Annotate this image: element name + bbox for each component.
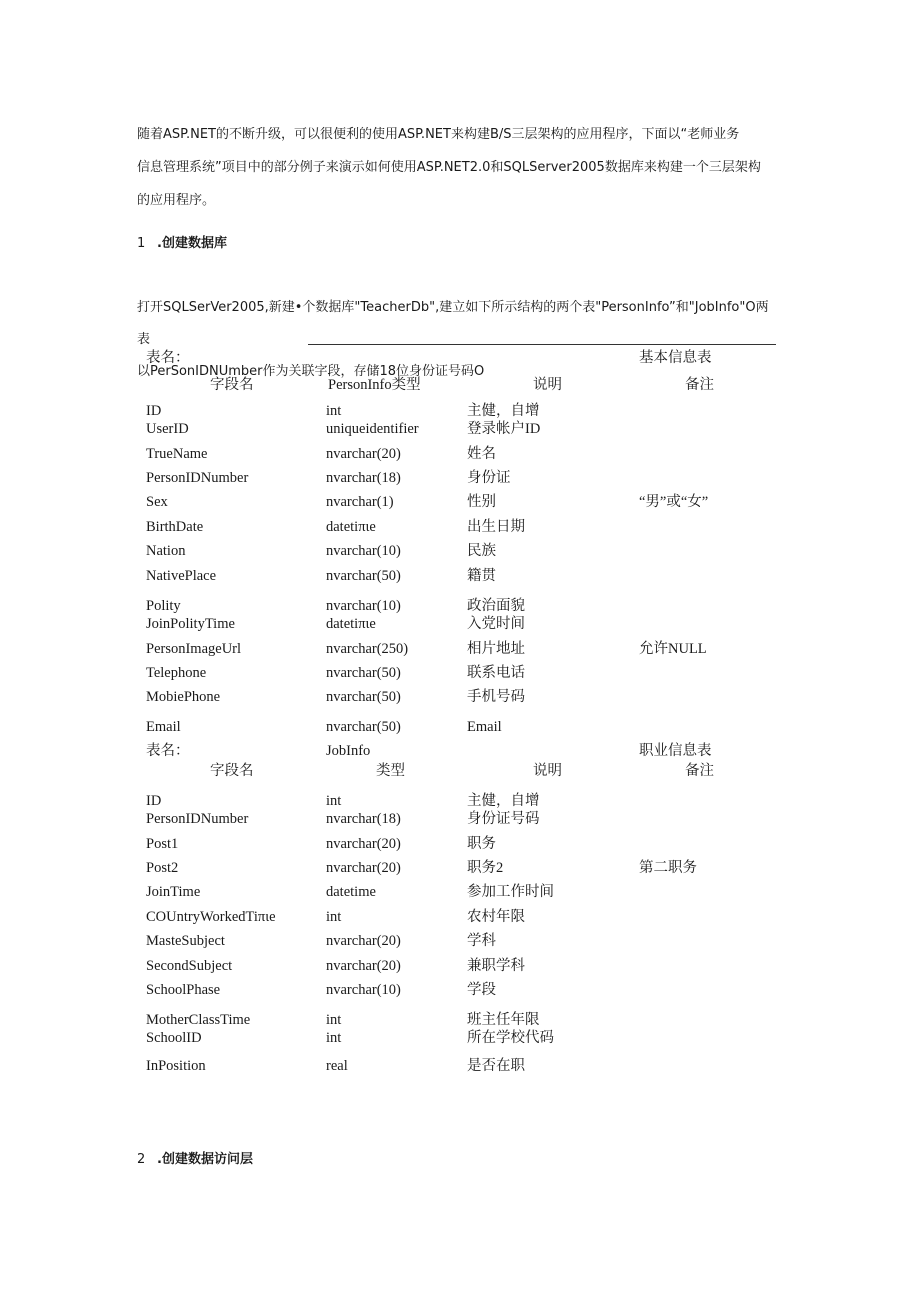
- table1-row-9-desc: 入党时间: [467, 616, 525, 632]
- table2-row-9-field: MotherClassTime: [146, 1012, 251, 1028]
- table2-row-5-type: int: [326, 909, 342, 925]
- table1-row-5-type: datetiπιe: [326, 519, 376, 535]
- table1-row-2-type: nvarchar(20): [326, 446, 401, 462]
- table2-name: JobInfo: [326, 743, 371, 759]
- table1-row-8-field: Polity: [146, 598, 181, 614]
- table2-row-3-field: Post2: [146, 860, 179, 876]
- table2-row-7-type: nvarchar(20): [326, 958, 401, 974]
- table2-row-11-desc: 是否在职: [467, 1058, 525, 1074]
- intro-line-1: 随着ASP.NET的不断升级，可以很便利的使用ASP.NET来构建B/S三层架构的应用程序，下面以“老师业务: [137, 127, 740, 142]
- table2-name-label: 表名：: [146, 743, 190, 759]
- table2-row-7-field: SecondSubject: [146, 958, 233, 974]
- table1-row-10-desc: 相片地址: [467, 641, 525, 657]
- intro-line-2: 信息管理系统”项目中的部分例子来演示如何使用ASP.NET2.0和SQLServer2005数据库来构建一个三层架构: [137, 160, 761, 175]
- table1-row-7-desc: 籍贯: [467, 568, 496, 584]
- table1-row-0-field: ID: [146, 403, 162, 419]
- section-1-number: 1: [137, 236, 146, 251]
- table2-header-desc: 说明: [533, 763, 562, 779]
- table1-header-type: PersonInfo类型: [328, 377, 421, 393]
- table1-row-3-type: nvarchar(18): [326, 470, 401, 486]
- database-paragraph: [137, 292, 777, 388]
- table2-row-2-desc: 职务: [467, 836, 496, 852]
- section-1-title: .创建数据库: [157, 236, 227, 251]
- table2-row-11-type: real: [326, 1058, 348, 1074]
- table2-row-10-type: int: [326, 1030, 342, 1046]
- table1-row-12-field: MobiePhone: [146, 689, 221, 705]
- table1-row-9-field: JoinPolityTime: [146, 616, 235, 632]
- table1-row-10-type: nvarchar(250): [326, 641, 409, 657]
- intro-paragraph: [137, 118, 777, 217]
- table2-header-field: 字段名: [210, 763, 254, 779]
- table2-row-5-desc: 农村年限: [467, 909, 525, 925]
- table1-row-11-desc: 联系电话: [467, 665, 525, 681]
- table1-row-0-desc: 主健，自增: [467, 403, 540, 419]
- table2-row-10-desc: 所在学校代码: [467, 1030, 554, 1046]
- table1-row-13-desc: Email: [467, 719, 502, 735]
- section-2-number: 2: [137, 1152, 146, 1167]
- table2-row-6-field: MasteSubject: [146, 933, 225, 949]
- table2-row-2-type: nvarchar(20): [326, 836, 401, 852]
- table2-row-3-type: nvarchar(20): [326, 860, 401, 876]
- table2-row-0-type: int: [326, 793, 342, 809]
- table2-row-1-field: PersonIDNumber: [146, 811, 249, 827]
- table1-row-6-field: Nation: [146, 543, 186, 559]
- table2-row-4-desc: 参加工作时间: [467, 884, 554, 900]
- table2-row-8-desc: 学段: [467, 982, 496, 998]
- table2-row-1-type: nvarchar(18): [326, 811, 401, 827]
- table1-row-1-type: uniqueidentifier: [326, 421, 419, 437]
- table2-row-3-note: 第二职务: [639, 860, 697, 876]
- table1-row-6-desc: 民族: [467, 543, 496, 559]
- table1-row-13-field: Email: [146, 719, 181, 735]
- table1-row-4-desc: 性别: [467, 494, 496, 510]
- table2-row-9-type: int: [326, 1012, 342, 1028]
- para-line-1: 打开SQLSerVer2005,新建•个数据库"TeacherDb",建立如下所示结构的两个表"PersonInfo”和"JobInfo"O两表: [137, 300, 769, 347]
- table1-row-2-desc: 姓名: [467, 446, 496, 462]
- table2-row-5-field: COUntryWorkedTiπιe: [146, 909, 276, 925]
- para-line-2: 以PerSonIDNUmber作为关联字段，存储18位身份证号码O: [137, 364, 485, 379]
- table1-name-label: 表名：: [146, 350, 190, 366]
- table1-row-5-field: BirthDate: [146, 519, 204, 535]
- table1-row-3-desc: 身份证: [467, 470, 511, 486]
- intro-line-3: 的应用程序。: [137, 193, 216, 208]
- table1-description: 基本信息表: [639, 350, 712, 366]
- table1-row-6-type: nvarchar(10): [326, 543, 401, 559]
- table2-row-6-desc: 学科: [467, 933, 496, 949]
- table1-row-12-type: nvarchar(50): [326, 689, 401, 705]
- table1-row-3-field: PersonIDNumber: [146, 470, 249, 486]
- table1-header-note: 备注: [685, 377, 714, 393]
- table1-header-desc: 说明: [533, 377, 562, 393]
- table2-header-note: 备注: [685, 763, 714, 779]
- table2-row-2-field: Post1: [146, 836, 179, 852]
- table1-row-12-desc: 手机号码: [467, 689, 525, 705]
- table2-row-7-desc: 兼职学科: [467, 958, 525, 974]
- table1-row-11-type: nvarchar(50): [326, 665, 401, 681]
- table1-row-11-field: Telephone: [146, 665, 207, 681]
- table1-row-10-note: 允许NULL: [639, 641, 707, 657]
- table1-row-1-field: UserID: [146, 421, 189, 437]
- table2-row-10-field: SchoolID: [146, 1030, 202, 1046]
- table2-row-4-field: JoinTime: [146, 884, 201, 900]
- section-2-title: .创建数据访问层: [157, 1152, 253, 1167]
- table1-row-2-field: TrueName: [146, 446, 208, 462]
- table2-row-6-type: nvarchar(20): [326, 933, 401, 949]
- table2-row-8-field: SchoolPhase: [146, 982, 221, 998]
- table2-row-11-field: InPosition: [146, 1058, 206, 1074]
- table1-row-1-desc: 登录帐户ID: [467, 421, 541, 437]
- table1-row-10-field: PersonImageUrl: [146, 641, 242, 657]
- table2-row-4-type: datetime: [326, 884, 376, 900]
- table1-header-field: 字段名: [210, 377, 254, 393]
- table2-row-0-field: ID: [146, 793, 162, 809]
- table1-row-4-note: “男”或“女”: [639, 494, 709, 510]
- table2-row-8-type: nvarchar(10): [326, 982, 401, 998]
- table1-row-13-type: nvarchar(50): [326, 719, 401, 735]
- table1-row-7-field: NativePlace: [146, 568, 217, 584]
- table1-row-7-type: nvarchar(50): [326, 568, 401, 584]
- table-top-rule: [308, 344, 776, 345]
- section-2-heading: [137, 1148, 253, 1167]
- table2-description: 职业信息表: [639, 743, 712, 759]
- table1-row-8-type: nvarchar(10): [326, 598, 401, 614]
- table1-row-9-type: datetiπιe: [326, 616, 376, 632]
- table1-row-5-desc: 出生日期: [467, 519, 525, 535]
- table1-row-8-desc: 政治面貌: [467, 598, 525, 614]
- table1-row-4-type: nvarchar(1): [326, 494, 394, 510]
- table2-row-0-desc: 主健，自增: [467, 793, 540, 809]
- table2-row-3-desc: 职务2: [467, 860, 504, 876]
- table2-header-type: 类型: [376, 763, 405, 779]
- section-1-heading: [137, 232, 227, 251]
- table2-row-9-desc: 班主任年限: [467, 1012, 540, 1028]
- table2-row-1-desc: 身份证号码: [467, 811, 540, 827]
- table1-row-0-type: int: [326, 403, 342, 419]
- table1-row-4-field: Sex: [146, 494, 168, 510]
